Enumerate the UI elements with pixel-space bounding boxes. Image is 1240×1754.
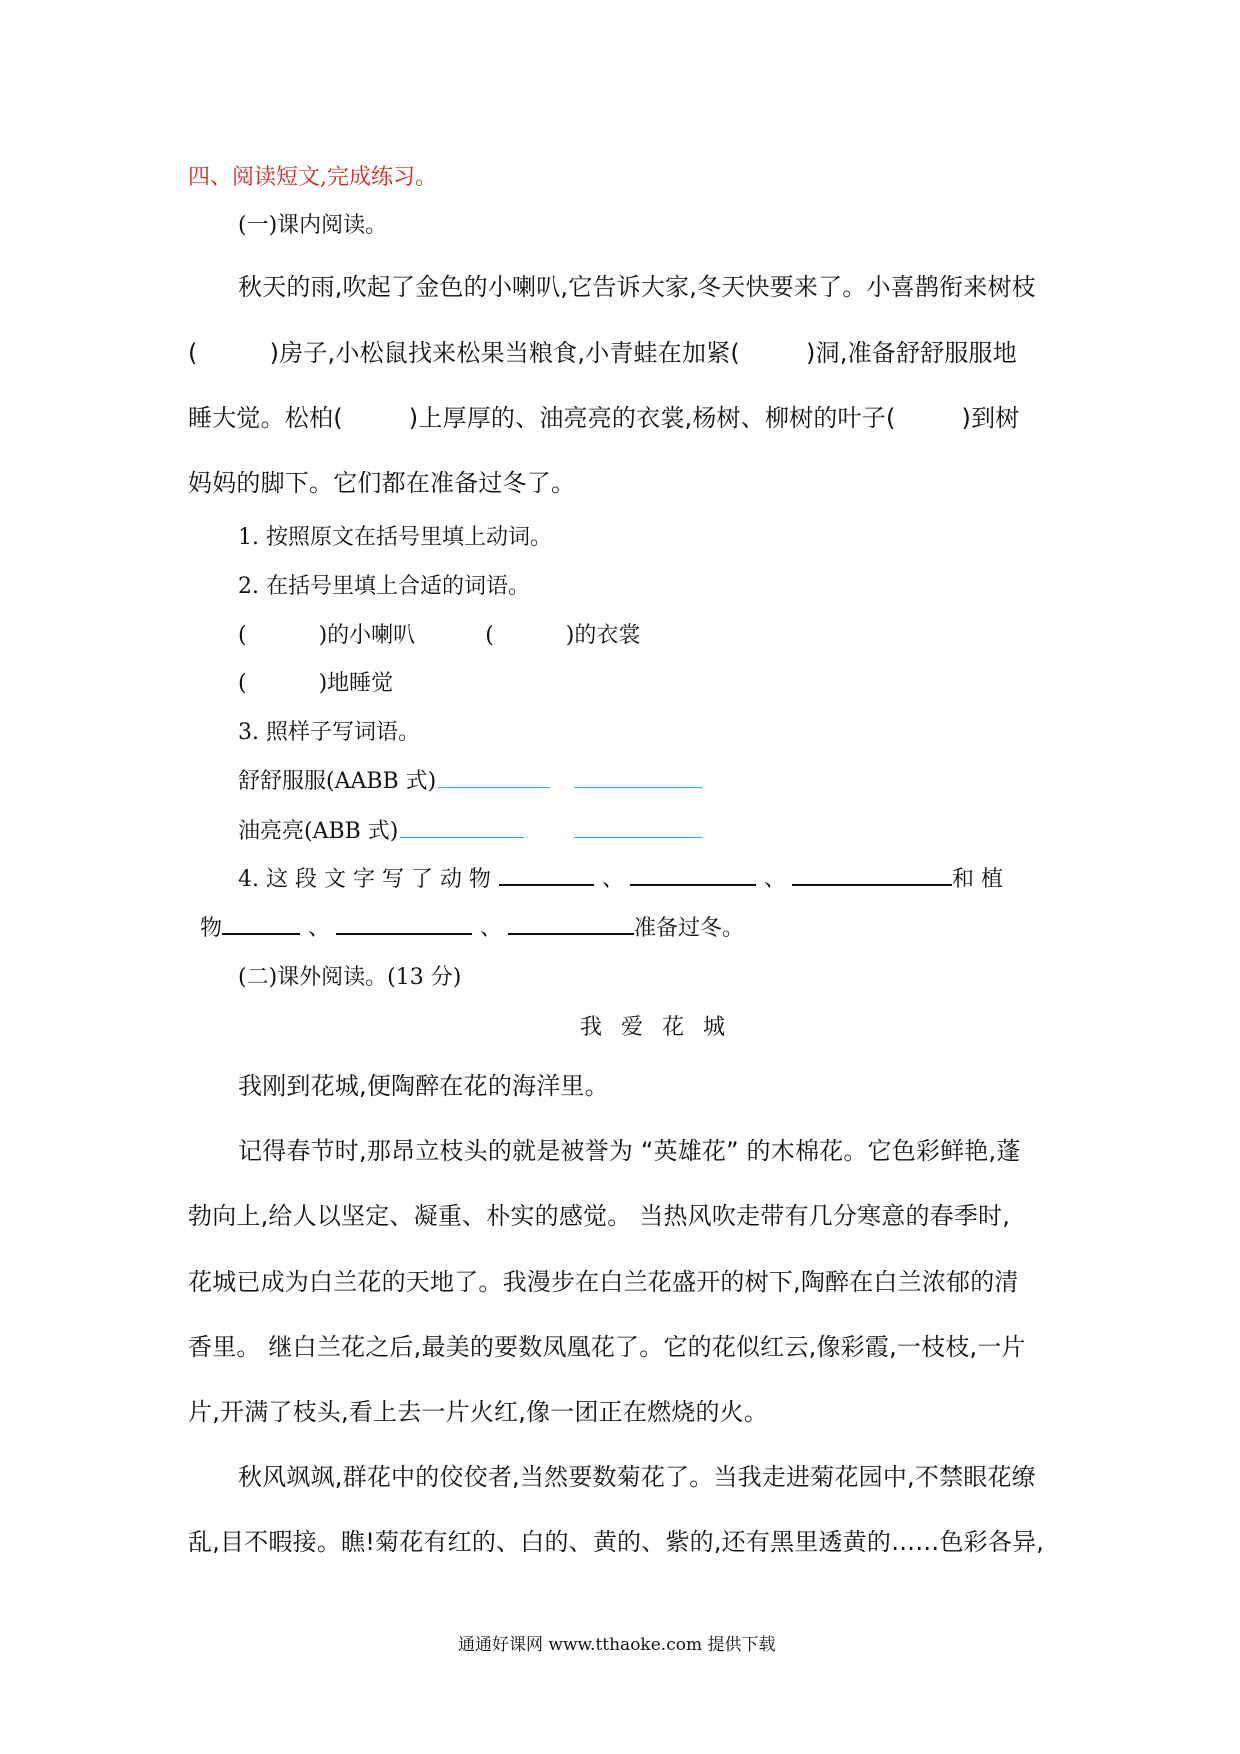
answer-line[interactable] (222, 915, 300, 935)
example-word: 舒舒服服(AABB 式) (238, 769, 437, 794)
article-para2-line2: 勃向上,给人以坚定、凝重、朴实的感觉。 当热风吹走带有几分寒意的春季时, (188, 1202, 1011, 1230)
answer-line[interactable] (336, 915, 472, 935)
item-text: )的小喇叭 (318, 623, 416, 648)
paren-open: ( (238, 623, 247, 648)
paren-open: ( (238, 671, 247, 696)
question-2-row2 (238, 666, 393, 697)
passage-text: )上厚厚的、油亮亮的衣裳,杨树、柳树的叶子( (408, 404, 896, 432)
question-text: 和 植 (951, 867, 1003, 892)
question-3-row1 (238, 764, 702, 795)
separator: 、 (763, 867, 786, 892)
separator: 、 (480, 916, 503, 941)
answer-line[interactable] (792, 866, 952, 886)
answer-line[interactable] (508, 915, 634, 935)
section-heading: 四、阅读短文,完成练习。 (188, 165, 437, 190)
separator: 、 (601, 867, 624, 892)
paren-open: ( (485, 623, 494, 648)
passage1-line4: 妈妈的脚下。它们都在准备过冬了。 (188, 469, 576, 497)
answer-line[interactable] (438, 769, 550, 788)
article-para1: 我刚到花城,便陶醉在花的海洋里。 (238, 1072, 609, 1100)
answer-line[interactable] (499, 866, 594, 886)
passage1-line1: 秋天的雨,吹起了金色的小喇叭,它告诉大家,冬天快要来了。小喜鹊衔来树枝 (238, 273, 1036, 301)
example-word: 油亮亮(ABB 式) (238, 819, 399, 844)
article-para2-line5: 片,开满了枝头,看上去一片火红,像一团正在燃烧的火。 (188, 1398, 769, 1426)
article-para2-line3: 花城已成为白兰花的天地了。我漫步在白兰花盛开的树下,陶醉在白兰浓郁的清 (188, 1268, 1019, 1296)
answer-line[interactable] (400, 819, 524, 838)
paren-open: ( (188, 339, 198, 367)
item-text: )的衣裳 (565, 623, 641, 648)
answer-line[interactable] (574, 819, 702, 838)
question-2: 2. 在括号里填上合适的词语。 (238, 574, 530, 599)
separator: 、 (308, 916, 331, 941)
passage1-line3 (188, 398, 1020, 433)
answer-line[interactable] (574, 769, 702, 788)
passage-text: )房子,小松鼠找来松果当粮食,小青蛙在加紧( (269, 339, 740, 367)
passage1-line2 (188, 333, 1017, 368)
question-3-row2 (238, 814, 702, 845)
article-para3-line1: 秋风飒飒,群花中的佼佼者,当然要数菊花了。当我走进菊花园中,不禁眼花缭 (238, 1463, 1036, 1491)
article-title: 我 爱 花 城 (580, 1015, 731, 1040)
question-4-line1 (238, 862, 1003, 893)
item-text: )地睡觉 (318, 671, 394, 696)
part2-label: (二)课外阅读。(13 分) (238, 965, 462, 990)
article-para2-line1: 记得春节时,那昂立枝头的就是被誉为 “英雄花” 的木棉花。它色彩鲜艳,蓬 (238, 1137, 1021, 1165)
question-4-line2 (200, 911, 744, 942)
answer-line[interactable] (630, 866, 756, 886)
question-text: 准备过冬。 (634, 916, 745, 941)
passage-text: )到树 (961, 404, 1020, 432)
part1-label: (一)课内阅读。 (238, 213, 388, 238)
passage-text: 睡大觉。松柏( (188, 404, 343, 432)
question-1: 1. 按照原文在括号里填上动词。 (238, 525, 552, 550)
question-2-row1 (238, 618, 640, 649)
passage-text: )洞,准备舒舒服服地 (805, 339, 1017, 367)
article-para2-line4: 香里。 继白兰花之后,最美的要数凤凰花了。它的花似红云,像彩霞,一枝枝,一片 (188, 1333, 1026, 1361)
page-footer: 通通好课网 www.tthaoke.com 提供下载 (458, 1635, 776, 1655)
question-text: 物 (200, 916, 223, 941)
question-text: 4. 这 段 文 字 写 了 动 物 (238, 867, 491, 892)
question-3: 3. 照样子写词语。 (238, 720, 420, 745)
article-para3-line2: 乱,目不暇接。瞧!菊花有红的、白的、黄的、紫的,还有黑里透黄的……色彩各异, (188, 1528, 1045, 1556)
